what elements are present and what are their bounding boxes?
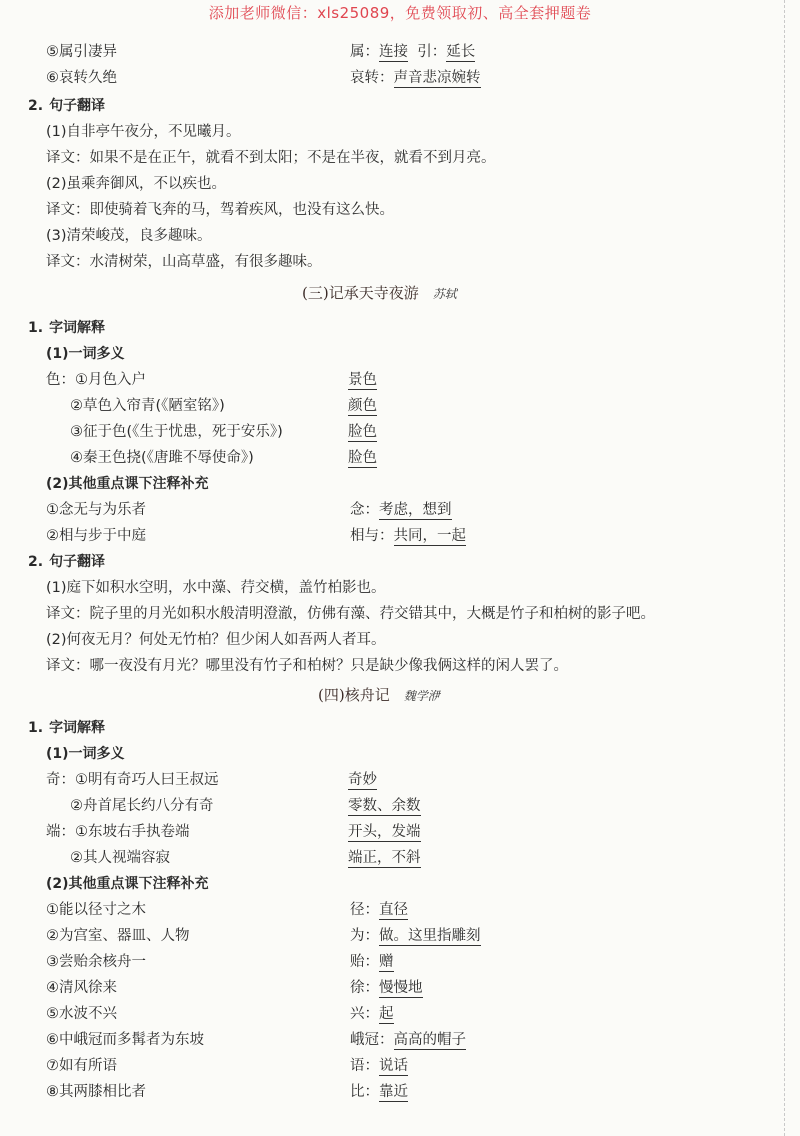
polysemy-item: 色：①月色入户 xyxy=(46,372,146,388)
polysemy-answer: 脸色 xyxy=(348,450,377,466)
note-row-right: 哀转：声音悲凉婉转 xyxy=(350,70,481,86)
translation-line: 译文：即使骑着飞奔的马，驾着疾风，也没有这么快。 xyxy=(46,202,394,218)
sentence-line: (3)清荣峻茂，良多趣味。 xyxy=(46,228,212,244)
note-row-right: 峨冠：高高的帽子 xyxy=(350,1032,466,1048)
note-row-left: ⑦如有所语 xyxy=(46,1058,117,1074)
note-row-right: 语：说话 xyxy=(350,1058,408,1074)
note-row-left: ⑥中峨冠而多髯者为东坡 xyxy=(46,1032,204,1048)
sentence-line: (1)庭下如积水空明，水中藻、荇交横，盖竹柏影也。 xyxy=(46,580,386,596)
section-heading: 2. 句子翻译 xyxy=(28,554,106,570)
note-row-right: 属：连接 引：延长 xyxy=(350,44,476,60)
section-heading: 1. 字词解释 xyxy=(28,320,106,336)
polysemy-item: 奇：①明有奇巧人曰王叔远 xyxy=(46,772,219,788)
sub-heading: (1)一词多义 xyxy=(46,346,125,362)
translation-line: 译文：如果不是在正午，就看不到太阳；不是在半夜，就看不到月亮。 xyxy=(46,150,496,166)
polysemy-item: 端：①东坡右手执卷端 xyxy=(46,824,190,840)
lesson-title: (三)记承天寺夜游 苏轼 xyxy=(302,284,457,302)
polysemy-answer: 奇妙 xyxy=(348,772,377,788)
note-row-right: 比：靠近 xyxy=(350,1084,408,1100)
polysemy-item: ③征于色(《生于忧患，死于安乐》) xyxy=(70,424,283,440)
translation-line: 译文：哪一夜没有月光？哪里没有竹子和柏树？只是缺少像我俩这样的闲人罢了。 xyxy=(46,658,568,674)
note-row-left: ⑤水波不兴 xyxy=(46,1006,117,1022)
polysemy-answer: 端正，不斜 xyxy=(348,850,421,866)
note-row-right: 兴：起 xyxy=(350,1006,394,1022)
page-edge-rule xyxy=(784,0,786,1136)
note-row-right: 为：做。这里指雕刻 xyxy=(350,928,481,944)
translation-line: 译文：院子里的月光如积水般清明澄澈，仿佛有藻、荇交错其中，大概是竹子和柏树的影子吧。 xyxy=(46,606,655,622)
note-row-right: 径：直径 xyxy=(350,902,408,918)
watermark-banner: 添加老师微信：xls25089，免费领取初、高全套押题卷 xyxy=(208,4,592,22)
section-heading: 1. 字词解释 xyxy=(28,720,106,736)
lesson-author: 魏学洢 xyxy=(403,689,440,703)
sub-heading: (1)一词多义 xyxy=(46,746,125,762)
note-row-left: ⑤属引凄异 xyxy=(46,44,117,60)
polysemy-item: ②舟首尾长约八分有奇 xyxy=(70,798,214,814)
sentence-line: (1)自非亭午夜分，不见曦月。 xyxy=(46,124,241,140)
polysemy-item: ④秦王色挠(《唐雎不辱使命》) xyxy=(70,450,254,466)
section-heading: 2. 句子翻译 xyxy=(28,98,106,114)
note-row-left: ④清风徐来 xyxy=(46,980,117,996)
polysemy-answer: 开头，发端 xyxy=(348,824,421,840)
note-row-left: ⑥哀转久绝 xyxy=(46,70,117,86)
note-row-left: ①念无与为乐者 xyxy=(46,502,146,518)
polysemy-answer: 零数、余数 xyxy=(348,798,421,814)
note-row-left: ⑧其两膝相比者 xyxy=(46,1084,146,1100)
note-row-left: ②为宫室、器皿、人物 xyxy=(46,928,190,944)
note-row-right: 贻：赠 xyxy=(350,954,394,970)
polysemy-answer: 景色 xyxy=(348,372,377,388)
translation-line: 译文：水清树荣，山高草盛，有很多趣味。 xyxy=(46,254,322,270)
note-row-right: 相与：共同，一起 xyxy=(350,528,466,544)
polysemy-answer: 脸色 xyxy=(348,424,377,440)
sentence-line: (2)何夜无月？何处无竹柏？但少闲人如吾两人者耳。 xyxy=(46,632,386,648)
note-row-right: 徐：慢慢地 xyxy=(350,980,423,996)
note-row-left: ③尝贻余核舟一 xyxy=(46,954,146,970)
sentence-line: (2)虽乘奔御风，不以疾也。 xyxy=(46,176,227,192)
polysemy-item: ②其人视端容寂 xyxy=(70,850,170,866)
note-row-left: ①能以径寸之木 xyxy=(46,902,146,918)
note-row-right: 念：考虑，想到 xyxy=(350,502,452,518)
polysemy-answer: 颜色 xyxy=(348,398,377,414)
lesson-title: (四)核舟记 魏学洢 xyxy=(318,686,440,704)
note-row-left: ②相与步于中庭 xyxy=(46,528,146,544)
sub-heading: (2)其他重点课下注释补充 xyxy=(46,476,209,492)
lesson-author: 苏轼 xyxy=(432,287,457,301)
polysemy-item: ②草色入帘青(《陋室铭》) xyxy=(70,398,225,414)
sub-heading: (2)其他重点课下注释补充 xyxy=(46,876,209,892)
